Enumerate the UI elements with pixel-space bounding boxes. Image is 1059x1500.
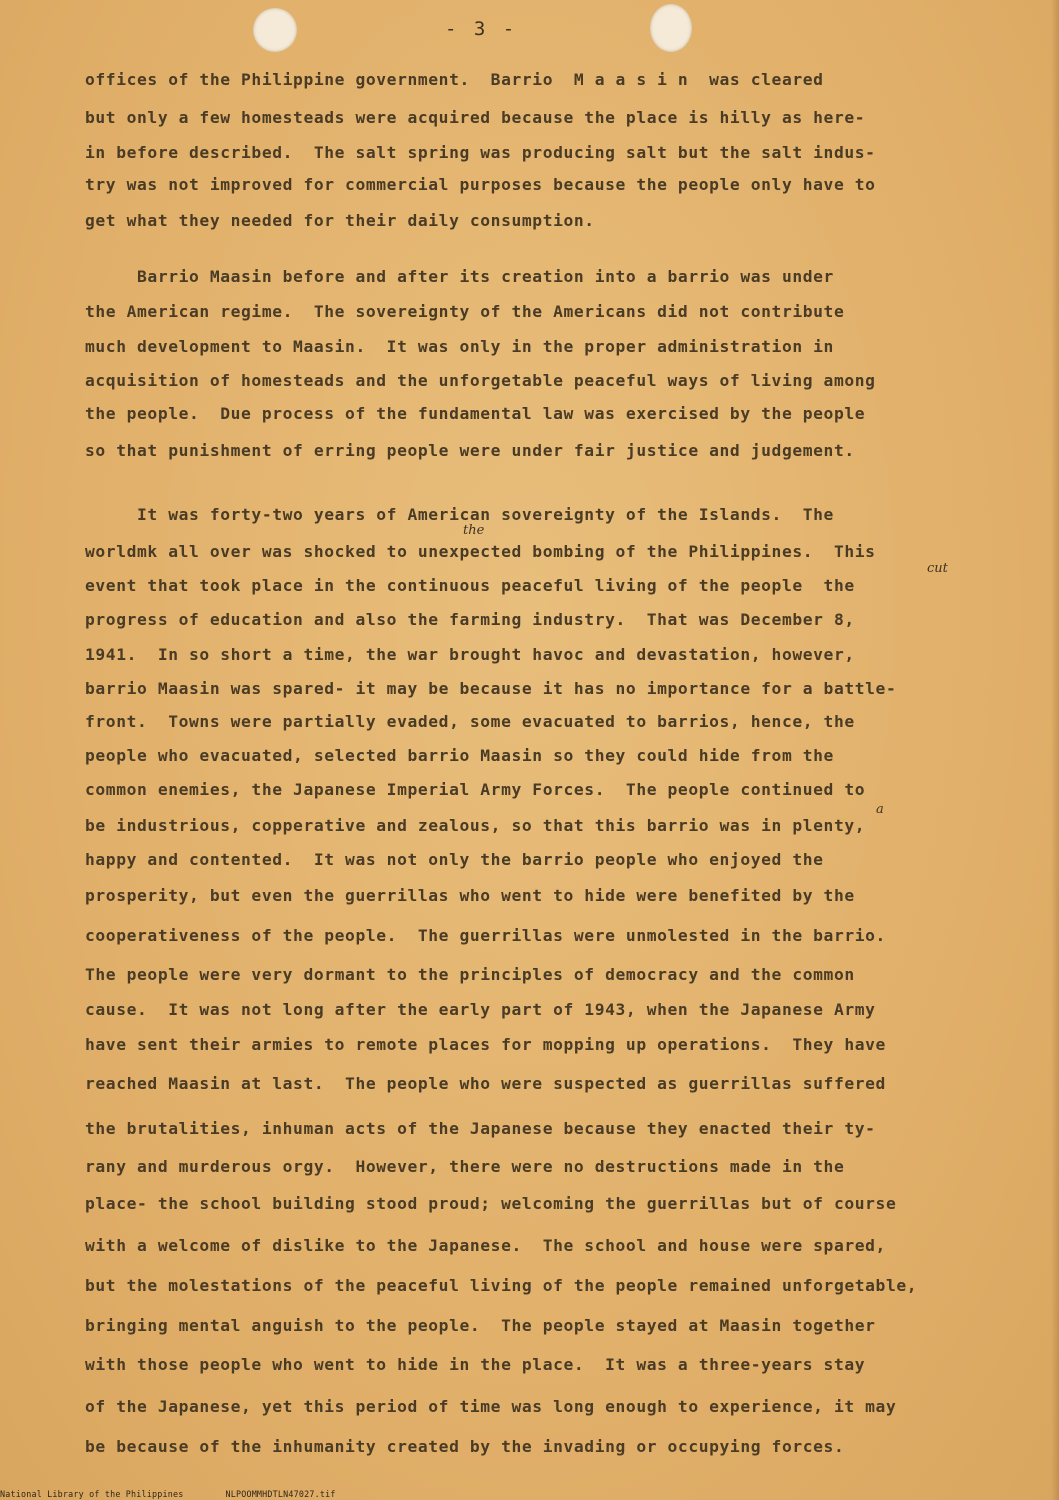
text-line: try was not improved for commercial purposes because the people only have to — [85, 175, 876, 194]
text-line: the American regime. The sovereignty of the Americans did not contribute — [85, 302, 845, 321]
text-line: rany and murderous orgy. However, there were no destructions made in the — [85, 1157, 845, 1176]
punch-hole-left — [253, 8, 297, 52]
text-line: of the Japanese, yet this period of time was long enough to experience, it may — [85, 1397, 897, 1416]
text-line: It was forty-two years of American sovereignty of the Islands. The — [85, 505, 834, 524]
text-line: cooperativeness of the people. The guerrillas were unmolested in the barrio. — [85, 926, 886, 945]
text-line: much development to Maasin. It was only in the proper administration in — [85, 337, 834, 356]
text-line: The people were very dormant to the principles of democracy and the common — [85, 965, 855, 984]
text-line: with those people who went to hide in the place. It was a three-years stay — [85, 1355, 866, 1374]
page-number: - 3 - — [445, 18, 518, 40]
text-line: but only a few homesteads were acquired because the place is hilly as here- — [85, 108, 866, 127]
text-line: be industrious, copperative and zealous, so that this barrio was in plenty, — [85, 816, 866, 835]
text-line: acquisition of homesteads and the unforgetable peaceful ways of living among — [85, 371, 876, 390]
text-line: 1941. In so short a time, the war brought havoc and devastation, however, — [85, 645, 855, 664]
text-line: be because of the inhumanity created by the invading or occupying forces. — [85, 1437, 845, 1456]
text-line: reached Maasin at last. The people who were suspected as guerrillas suffered — [85, 1074, 886, 1093]
punch-hole-right — [650, 4, 692, 52]
archive-footer — [0, 1489, 378, 1499]
insert-cut-annotation: cut — [927, 561, 948, 576]
text-line: cause. It was not long after the early part of 1943, when the Japanese Army — [85, 1000, 876, 1019]
text-line: the brutalities, inhuman acts of the Japanese because they enacted their ty- — [85, 1119, 876, 1138]
text-line: the people. Due process of the fundamental law was exercised by the people — [85, 404, 866, 423]
page-edge — [1051, 0, 1059, 1500]
text-line: progress of education and also the farming industry. That was December 8, — [85, 610, 855, 629]
text-line: happy and contented. It was not only the barrio people who enjoyed the — [85, 850, 824, 869]
text-line: prosperity, but even the guerrillas who went to hide were benefited by the — [85, 886, 855, 905]
text-line: with a welcome of dislike to the Japanese. The school and house were spared, — [85, 1236, 886, 1255]
text-line: have sent their armies to remote places for mopping up operations. They have — [85, 1035, 886, 1054]
text-line: place- the school building stood proud; welcoming the guerrillas but of course — [85, 1194, 897, 1213]
text-line: in before described. The salt spring was producing salt but the salt indus- — [85, 143, 876, 162]
text-line: but the molestations of the peaceful living of the people remained unforgetable, — [85, 1276, 918, 1295]
text-line: get what they needed for their daily consumption. — [85, 211, 595, 230]
text-line: bringing mental anguish to the people. The people stayed at Maasin together — [85, 1316, 876, 1335]
text-line: worldmk all over was shocked to unexpected bombing of the Philippines. This — [85, 542, 876, 561]
text-line: front. Towns were partially evaded, some evacuated to barrios, hence, the — [85, 712, 855, 731]
text-line: people who evacuated, selected barrio Maasin so they could hide from the — [85, 746, 834, 765]
insert-a-annotation: a — [876, 802, 884, 817]
footer-library-name: National Library of the Philippines — [0, 1489, 184, 1499]
text-line: offices of the Philippine government. Barrio M a a s i n was cleared — [85, 70, 824, 89]
insert-the-annotation: the — [463, 523, 485, 538]
text-line: barrio Maasin was spared- it may be because it has no importance for a battle- — [85, 679, 897, 698]
text-line: Barrio Maasin before and after its creation into a barrio was under — [85, 267, 834, 286]
text-line: common enemies, the Japanese Imperial Army Forces. The people continued to — [85, 780, 866, 799]
footer-file-id: NLPOOMMHDTLN47027.tif — [225, 1489, 336, 1499]
text-line: so that punishment of erring people were under fair justice and judgement. — [85, 441, 855, 460]
text-line: event that took place in the continuous peaceful living of the people the — [85, 576, 855, 595]
